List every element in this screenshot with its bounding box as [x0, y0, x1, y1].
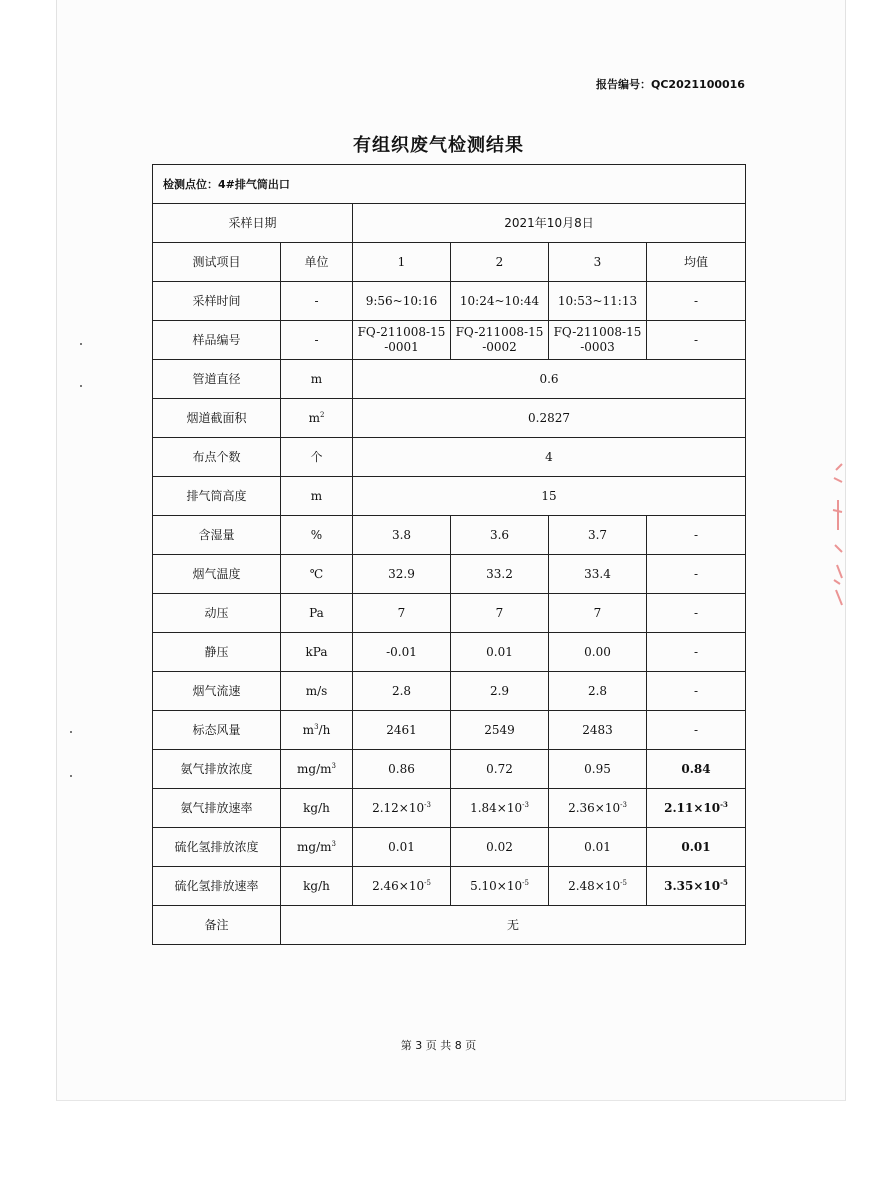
- unit-base: mg/m: [297, 839, 332, 854]
- binding-hole-mark: [70, 775, 72, 777]
- average-cell: [647, 789, 746, 828]
- red-seal-stamp-fragment: [830, 460, 844, 610]
- table-cell: -: [647, 555, 746, 594]
- unit-exponent: 3: [331, 761, 336, 770]
- table-cell: -: [647, 282, 746, 321]
- table-cell: 33.2: [451, 555, 549, 594]
- table-row: [153, 750, 746, 789]
- row-unit: ℃: [281, 555, 353, 594]
- table-cell: 0.01: [451, 633, 549, 672]
- table-cell: 2.8: [549, 672, 647, 711]
- table-cell: [353, 789, 451, 828]
- table-cell: 3.7: [549, 516, 647, 555]
- sci-exponent: -3: [522, 800, 529, 809]
- table-cell: [353, 867, 451, 906]
- row-label: 硫化氢排放浓度: [153, 828, 281, 867]
- table-cell: 9:56~10:16: [353, 282, 451, 321]
- table-cell: [451, 321, 549, 360]
- unit-exponent: 3: [331, 839, 336, 848]
- table-cell: 2483: [549, 711, 647, 750]
- remark-label: 备注: [153, 906, 281, 945]
- sample-id-line: -0003: [580, 340, 615, 354]
- binding-hole-mark: [80, 385, 82, 387]
- row-label: 硫化氢排放速率: [153, 867, 281, 906]
- table-row: [153, 438, 746, 477]
- table-cell: [451, 789, 549, 828]
- row-label: 烟气温度: [153, 555, 281, 594]
- table-row: [153, 282, 746, 321]
- table-row: [153, 321, 746, 360]
- remark-value: 无: [281, 906, 746, 945]
- table-cell: 7: [549, 594, 647, 633]
- table-cell: -: [647, 633, 746, 672]
- binding-hole-mark: [80, 343, 82, 345]
- sample-id-line: FQ-211008-15: [455, 325, 544, 339]
- table-cell: -: [647, 711, 746, 750]
- report-number-label: 报告编号：: [596, 78, 651, 91]
- row-unit: [281, 828, 353, 867]
- page-footer: [0, 1037, 877, 1053]
- sci-mantissa: 3.35×10: [664, 878, 721, 893]
- table-cell: -: [647, 594, 746, 633]
- table-row: [153, 867, 746, 906]
- column-header-1: 1: [353, 243, 451, 282]
- sample-id-line: -0001: [384, 340, 419, 354]
- row-unit: [281, 399, 353, 438]
- sci-exponent: -5: [720, 877, 728, 887]
- table-cell: -0.01: [353, 633, 451, 672]
- table-cell: 10:24~10:44: [451, 282, 549, 321]
- table-row: [153, 594, 746, 633]
- unit-exponent: 2: [319, 410, 325, 419]
- row-unit: kg/h: [281, 867, 353, 906]
- table-cell: [549, 789, 647, 828]
- page-number: 3: [415, 1039, 423, 1052]
- row-label: 氨气排放速率: [153, 789, 281, 828]
- report-number: [596, 76, 745, 92]
- average-cell: 0.84: [647, 750, 746, 789]
- table-cell: -: [647, 516, 746, 555]
- row-label: 管道直径: [153, 360, 281, 399]
- report-number-value: QC2021100016: [651, 78, 745, 91]
- row-label: 动压: [153, 594, 281, 633]
- row-unit: Pa: [281, 594, 353, 633]
- column-header-3: 3: [549, 243, 647, 282]
- table-cell: -: [647, 321, 746, 360]
- table-cell: 7: [451, 594, 549, 633]
- footer-suffix: 页: [465, 1039, 477, 1052]
- sci-exponent: -3: [720, 799, 728, 809]
- table-cell: 2.8: [353, 672, 451, 711]
- average-cell: 0.01: [647, 828, 746, 867]
- row-unit: kPa: [281, 633, 353, 672]
- sci-exponent: -5: [424, 878, 431, 887]
- table-cell: 0.01: [549, 828, 647, 867]
- row-unit: m: [281, 360, 353, 399]
- sci-mantissa: 5.10×10: [470, 878, 523, 893]
- table-cell: 4: [353, 438, 746, 477]
- row-label: 样品编号: [153, 321, 281, 360]
- sampling-date-label: 采样日期: [153, 204, 353, 243]
- unit-tail: /h: [318, 722, 331, 737]
- sci-mantissa: 2.11×10: [664, 800, 721, 815]
- table-cell: 7: [353, 594, 451, 633]
- sci-exponent: -3: [620, 800, 627, 809]
- table-cell: 0.01: [353, 828, 451, 867]
- row-label: 烟道截面积: [153, 399, 281, 438]
- sample-id-line: -0002: [482, 340, 517, 354]
- page-title: 有组织废气检测结果: [353, 135, 524, 156]
- table-cell: 3.8: [353, 516, 451, 555]
- table-cell: 0.00: [549, 633, 647, 672]
- table-row: [153, 789, 746, 828]
- table-cell: [451, 867, 549, 906]
- row-label: 采样时间: [153, 282, 281, 321]
- row-unit: m/s: [281, 672, 353, 711]
- table-cell: [549, 867, 647, 906]
- table-row: [153, 828, 746, 867]
- column-header-item: 测试项目: [153, 243, 281, 282]
- row-unit: [281, 750, 353, 789]
- sci-exponent: -3: [424, 800, 431, 809]
- row-label: 氨气排放浓度: [153, 750, 281, 789]
- sci-mantissa: 1.84×10: [470, 800, 523, 815]
- column-header-2: 2: [451, 243, 549, 282]
- table-row: [153, 711, 746, 750]
- table-row: [153, 204, 746, 243]
- row-label: 排气筒高度: [153, 477, 281, 516]
- table-row: [153, 477, 746, 516]
- table-cell: -: [647, 672, 746, 711]
- table-cell: 2.9: [451, 672, 549, 711]
- table-cell: [353, 321, 451, 360]
- table-cell: 0.02: [451, 828, 549, 867]
- row-unit: -: [281, 321, 353, 360]
- sci-mantissa: 2.48×10: [568, 878, 621, 893]
- sampling-date: 2021年10月8日: [353, 204, 746, 243]
- sample-id-line: FQ-211008-15: [357, 325, 446, 339]
- row-unit: %: [281, 516, 353, 555]
- table-cell: 33.4: [549, 555, 647, 594]
- footer-prefix: 第: [400, 1039, 412, 1052]
- column-header-unit: 单位: [281, 243, 353, 282]
- row-label: 含湿量: [153, 516, 281, 555]
- sci-exponent: -5: [522, 878, 529, 887]
- table-row: [153, 906, 746, 945]
- row-label: 标态风量: [153, 711, 281, 750]
- row-label: 静压: [153, 633, 281, 672]
- table-header-row: [153, 243, 746, 282]
- column-header-average: 均值: [647, 243, 746, 282]
- table-cell: 0.86: [353, 750, 451, 789]
- table-cell: [549, 321, 647, 360]
- table-cell: 0.72: [451, 750, 549, 789]
- row-label: 布点个数: [153, 438, 281, 477]
- row-unit: 个: [281, 438, 353, 477]
- table-cell: 15: [353, 477, 746, 516]
- table-cell: 0.95: [549, 750, 647, 789]
- table-row: [153, 555, 746, 594]
- table-row: [153, 516, 746, 555]
- table-cell: 0.2827: [353, 399, 746, 438]
- table-cell: 10:53~11:13: [549, 282, 647, 321]
- unit-exponent: 3: [314, 722, 319, 731]
- table-row: [153, 633, 746, 672]
- row-unit: -: [281, 282, 353, 321]
- table-row: [153, 165, 746, 204]
- results-table: [152, 164, 746, 945]
- binding-hole-mark: [70, 731, 72, 733]
- table-row: [153, 672, 746, 711]
- row-unit: kg/h: [281, 789, 353, 828]
- monitoring-point: 检测点位：4#排气筒出口: [153, 165, 746, 204]
- row-label: 烟气流速: [153, 672, 281, 711]
- table-cell: 0.6: [353, 360, 746, 399]
- table-cell: 32.9: [353, 555, 451, 594]
- sample-id-line: FQ-211008-15: [553, 325, 642, 339]
- unit-base: mg/m: [297, 761, 332, 776]
- average-cell: [647, 867, 746, 906]
- sci-mantissa: 2.12×10: [372, 800, 425, 815]
- table-cell: 2461: [353, 711, 451, 750]
- table-cell: 2549: [451, 711, 549, 750]
- unit-base: m: [308, 410, 320, 425]
- table-row: [153, 360, 746, 399]
- table-row: [153, 399, 746, 438]
- row-unit: m: [281, 477, 353, 516]
- unit-base: m: [302, 722, 315, 737]
- sci-exponent: -5: [620, 878, 627, 887]
- row-unit: [281, 711, 353, 750]
- sci-mantissa: 2.46×10: [372, 878, 425, 893]
- footer-middle: 页 共: [425, 1039, 452, 1052]
- total-pages: 8: [454, 1039, 462, 1052]
- sci-mantissa: 2.36×10: [568, 800, 621, 815]
- table-cell: 3.6: [451, 516, 549, 555]
